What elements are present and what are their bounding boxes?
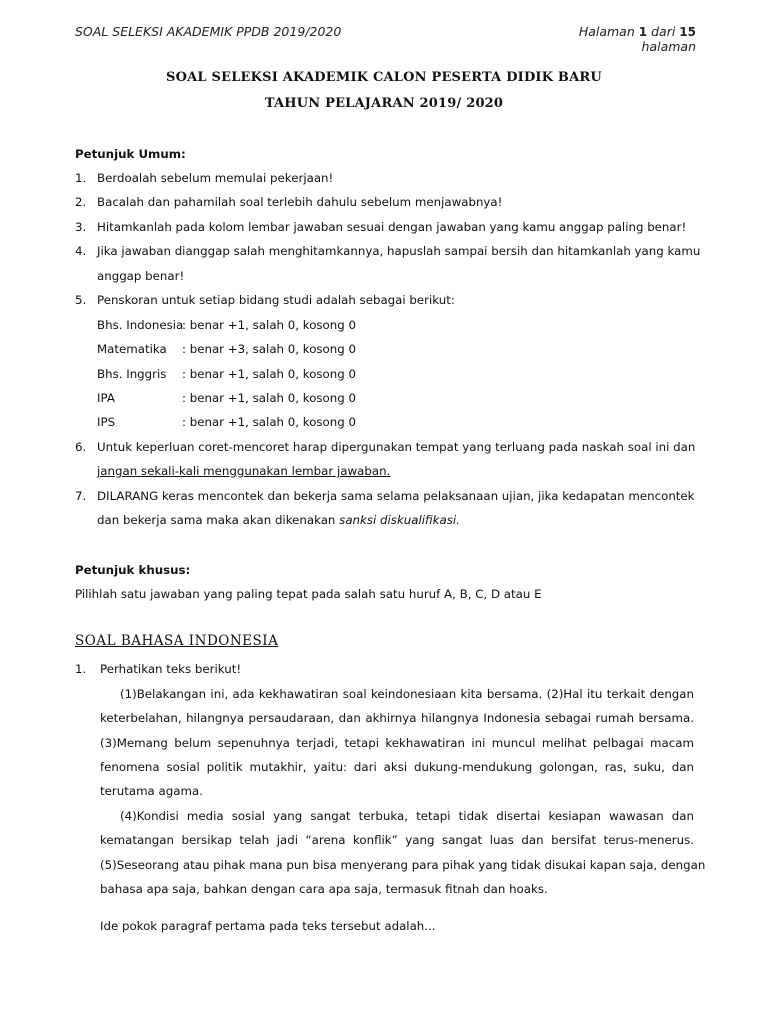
list-item: Jika jawaban dianggap salah menghitamkannya, hapuslah sampai bersih dan hitamkanlah yang kamu: [97, 244, 701, 258]
page-mid: dari: [651, 24, 676, 39]
continuation-text: dan bekerja sama maka akan dikenakan: [97, 513, 340, 527]
scoring-rule: : benar +3, salah 0, kosong 0: [182, 342, 356, 356]
sanction-text: sanksi diskualifikasi.: [339, 513, 460, 527]
scoring-subject: IPS: [97, 415, 116, 429]
scoring-rule: : benar +1, salah 0, kosong 0: [182, 318, 356, 332]
passage-line: (3)Memang belum sepenuhnya terjadi, tetapi kekhawatiran ini muncul melihat pelbagai macam: [100, 736, 694, 750]
passage-line: bahasa apa saja, bahkan dengan cara apa saja, termasuk fitnah dan hoaks.: [100, 882, 548, 896]
scoring-subject: Bhs. Inggris: [97, 367, 167, 381]
page-prefix: Halaman: [578, 24, 635, 39]
list-item-continuation: anggap benar!: [97, 269, 185, 283]
scoring-rule: : benar +1, salah 0, kosong 0: [182, 367, 356, 381]
list-number: 5.: [75, 293, 87, 307]
petunjuk-khusus-heading: Petunjuk khusus:: [75, 563, 191, 577]
passage-line: terutama agama.: [100, 784, 203, 798]
list-number: 4.: [75, 244, 87, 258]
list-number: 1.: [75, 171, 87, 185]
petunjuk-khusus-text: Pilihlah satu jawaban yang paling tepat pada salah satu huruf A, B, C, D atau E: [75, 587, 542, 601]
passage-line: (5)Seseorang atau pihak mana pun bisa menyerang para pihak yang tidak disukai kapan saja, dengan: [100, 858, 706, 872]
list-item-continuation: [97, 512, 460, 528]
passage-line: keterbelahan, hilangnya persaudaraan, dan akhirnya hilangnya Indonesia sebagai rumah bersama.: [100, 711, 694, 725]
section-heading: SOAL BAHASA INDONESIA: [75, 633, 279, 649]
question-intro: Perhatikan teks berikut!: [100, 662, 242, 676]
list-item-continuation: jangan sekali-kali menggunakan lembar jawaban.: [97, 464, 391, 478]
scoring-row: [97, 317, 356, 333]
list-item: DILARANG keras mencontek dan bekerja sama selama pelaksanaan ujian, jika kedapatan mencontek: [97, 489, 695, 503]
passage-line: fenomena sosial politik mutakhir, yaitu: dari aksi dukung-mendukung golongan, ras, suku, dan: [100, 760, 694, 774]
scoring-row: [97, 366, 356, 382]
list-number: 2.: [75, 195, 87, 209]
page-total: 15: [679, 25, 696, 39]
page-indicator: [526, 24, 696, 54]
list-number: 6.: [75, 440, 87, 454]
list-number: 7.: [75, 489, 87, 503]
page-current: 1: [638, 25, 648, 39]
document-title: SOAL SELEKSI AKADEMIK CALON PESERTA DIDIK BARU: [166, 70, 602, 85]
list-item: Hitamkanlah pada kolom lembar jawaban sesuai dengan jawaban yang kamu anggap paling benar!: [97, 220, 687, 234]
passage-line: kematangan bersikap telah jadi “arena konflik” yang sangat luas dan bersifat terus-menerus.: [100, 833, 694, 847]
petunjuk-umum-heading: Petunjuk Umum:: [75, 147, 186, 161]
scoring-subject: IPA: [97, 391, 115, 405]
scoring-rule: : benar +1, salah 0, kosong 0: [182, 415, 356, 429]
list-item: Untuk keperluan coret-mencoret harap dipergunakan tempat yang terluang pada naskah soal ini dan: [97, 440, 696, 454]
running-header-title: SOAL SELEKSI AKADEMIK PPDB 2019/2020: [75, 24, 342, 39]
scoring-rule: : benar +1, salah 0, kosong 0: [182, 391, 356, 405]
question-text: Ide pokok paragraf pertama pada teks tersebut adalah...: [100, 919, 436, 933]
scoring-row: [97, 390, 356, 406]
list-item: Bacalah dan pahamilah soal terlebih dahulu sebelum menjawabnya!: [97, 195, 503, 209]
passage-line: (4)Kondisi media sosial yang sangat terbuka, tetapi tidak disertai kesiapan wawasan dan: [120, 809, 694, 823]
scoring-row: [97, 341, 356, 357]
list-number: 3.: [75, 220, 87, 234]
passage-line: (1)Belakangan ini, ada kekhawatiran soal keindonesiaan kita bersama. (2)Hal itu terkait dengan: [120, 687, 694, 701]
scoring-subject: Matematika: [97, 342, 167, 356]
scoring-row: [97, 414, 356, 430]
scoring-subject: Bhs. Indonesia: [97, 318, 184, 332]
page-suffix: halaman: [641, 39, 696, 54]
list-item: Penskoran untuk setiap bidang studi adalah sebagai berikut:: [97, 293, 455, 307]
document-subtitle: TAHUN PELAJARAN 2019/ 2020: [264, 96, 504, 111]
list-item: Berdoalah sebelum memulai pekerjaan!: [97, 171, 334, 185]
question-number: 1.: [75, 662, 87, 676]
